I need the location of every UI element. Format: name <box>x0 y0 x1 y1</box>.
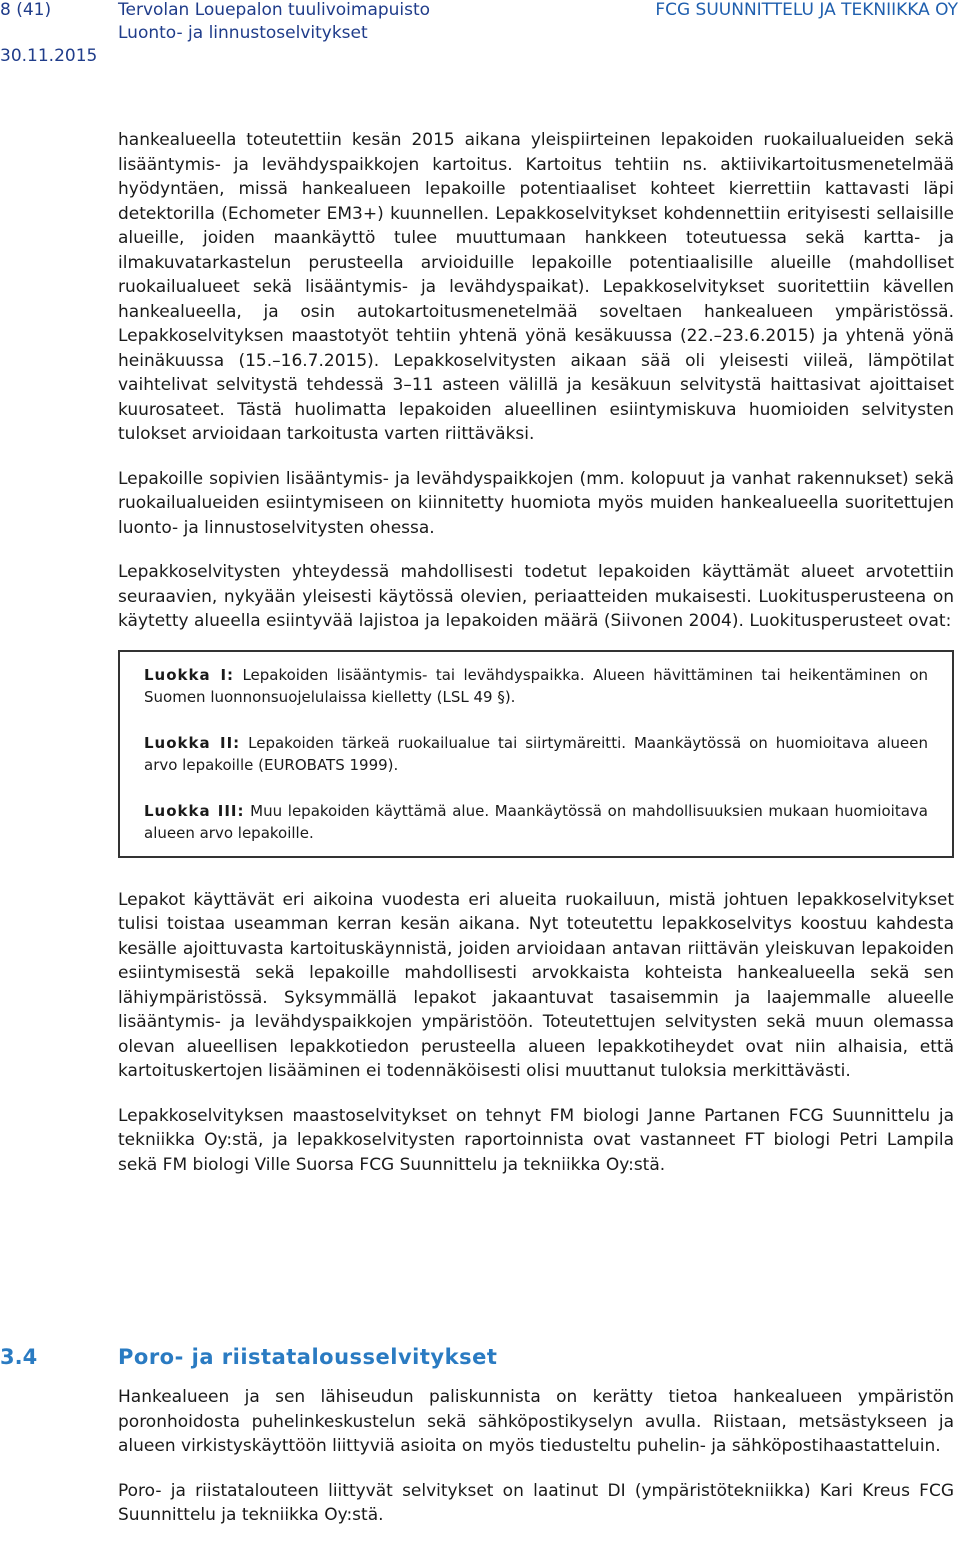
document-subtitle: Luonto- ja linnustoselvitykset <box>118 23 368 43</box>
class-label: Luokka II: <box>144 733 241 752</box>
class-label: Luokka III: <box>144 801 245 820</box>
paragraph: Poro- ja riistatalouteen liittyvät selvitykset on laatinut DI (ympäristötekniikka) Kari Kreus FCG Suunnittelu ja tekniikka Oy:stä. <box>118 1480 954 1525</box>
paragraph: Hankealueen ja sen lähiseudun paliskunnista on kerätty tietoa hankealueen ympäristön poronhoidosta puhelinkeskustelun sekä sähköpostikyselyn avulla. Riistaan, metsästykseen ja alueen virkistyskäyttöön liittyviä asioita on myös tiedusteltu puhelin- ja sähköpostihaastatteluin. <box>118 1387 954 1456</box>
section-heading <box>0 1345 960 1375</box>
paragraph: Lepakkoselvitysten yhteydessä mahdollisesti todetut lepakoiden käyttämät alueet arvotettiin seuraavien, nykyään yleisesti käytössä olevien, periaatteiden mukaisesti. Luokitusperusteena on käytetty alueella esiintyvää lajistoa ja lepakoiden määrä (Siivonen 2004). Luokitusperusteet ovat: <box>118 562 954 631</box>
class-description: Lepakoiden tärkeä ruokailualue tai siirtymäreitti. Maankäytössä on huomioitava alueen arvo lepakoille (EUROBATS 1999). <box>144 733 928 774</box>
main-text <box>118 128 954 1197</box>
section-text <box>118 1385 954 1548</box>
header-titles <box>118 0 430 45</box>
classification-box <box>118 650 954 858</box>
paragraph: Lepakot käyttävät eri aikoina vuodesta eri alueita ruokailuun, mistä johtuen lepakkoselvitykset tulisi toistaa useamman kerran kesän aikana. Nyt toteutettu lepakkoselvitys koostuu kahdesta kesälle ajoittuvasta kartoituskäynnistä, joiden arvioidaan antavan riittävän yleiskuvan lepakoiden esiintymisestä sekä lepakoille mahdollisesti arvokkaista kohteista hankealueella sekä sen lähiympäristössä. Syksymmällä lepakot jakaantuvat tasaisemmin ja laajemmalle alueelle lisääntymis- ja levähdyspaikkojen ympäristöön. Toteutettujen selvitysten sekä muun olemassa olevan alueellisen lepakkotiedon perusteella alueen lepakkotiheydet ovat niin alhaisia, että kartoituskertojen lisääminen ei todennäköisesti olisi muuttanut tuloksia merkittävästi. <box>118 889 954 1081</box>
section-title: Poro- ja riistatalousselvitykset <box>118 1345 498 1369</box>
class-label: Luokka I: <box>144 665 235 684</box>
paragraph: hankealueella toteutettiin kesän 2015 aikana yleispiirteinen lepakoiden ruokailualueiden sekä lisääntymis- ja levähdyspaikkojen kartoitus. Kartoitus tehtiin ns. aktiivikartoitusmenetelmää hyödyntäen, missä hankealueen lepakoille potentiaaliset kohteet kierrettiin kattavasti läpi detektorilla (Echometer EM3+) kuunnellen. Lepakkoselvitykset kohdennettiin erityisesti sellaisille alueille, joiden maankäyttö tulee muuttumaan hankkeen toteutuessa sekä kartta- ja ilmakuvatarkastelun perusteella arvioiduille lepakoille potentiaalisille alueille (mahdolliset ruokailualueet sekä lisääntymis- ja levähdyspaikat). Lepakkoselvitykset suoritettiin kävellen hankealueella, ja osin autokartoitusmenetelmää soveltaen hankealueen ympäristössä. Lepakkoselvityksen maastotyöt tehtiin yhtenä yönä kesäkuussa (22.–23.6.2015) ja yhtenä yönä heinäkuussa (15.–16.7.2015). Lepakkoselvitysten aikaan sää oli yleisesti viileä, lämpötilat vaihtelivat selvitystä tehdessä 3–11 asteen välillä ja kesäkuun selvitystä haittasivat ajoittaiset kuurosateet. Tästä huolimatta lepakoiden alueellinen esiintymiskuva huomioiden selvitysten tulokset arvioidaan tarkoitusta varten riittäväksi. <box>118 130 954 444</box>
company-name: FCG SUUNNITTELU JA TEKNIIKKA OY <box>655 0 958 20</box>
header-left <box>0 0 51 22</box>
section-number: 3.4 <box>0 1345 38 1369</box>
paragraph: Lepakkoselvityksen maastoselvitykset on tehnyt FM biologi Janne Partanen FCG Suunnittelu ja tekniikka Oy:stä, ja lepakkoselvitysten raportoinnista ovat vastanneet FT biologi Petri Lampila sekä FM biologi Ville Suorsa FCG Suunnittelu ja tekniikka Oy:stä. <box>118 1105 954 1175</box>
class-item <box>144 800 928 844</box>
class-description: Lepakoiden lisääntymis- tai levähdyspaikka. Alueen hävittäminen tai heikentäminen on Suomen luonnonsuojelulaissa kielletty (LSL 49 §). <box>144 665 928 706</box>
paragraph: Lepakoille sopivien lisääntymis- ja levähdyspaikkojen (mm. kolopuut ja vanhat rakennukset) sekä ruokailualueiden esiintymiseen on kiinnitetty huomiota myös muiden hankealueella suoritettujen luonto- ja linnustoselvitysten ohessa. <box>118 468 954 538</box>
class-description: Muu lepakoiden käyttämä alue. Maankäytössä on mahdollisuuksien mukaan huomioitava alueen arvo lepakoille. <box>144 801 928 842</box>
page-number: 8 (41) <box>0 0 52 20</box>
document-date: 30.11.2015 <box>0 46 98 66</box>
page-header <box>0 0 960 70</box>
class-item <box>144 732 928 776</box>
class-item <box>144 664 928 708</box>
document-title: Tervolan Louepalon tuulivoimapuisto <box>118 0 431 20</box>
